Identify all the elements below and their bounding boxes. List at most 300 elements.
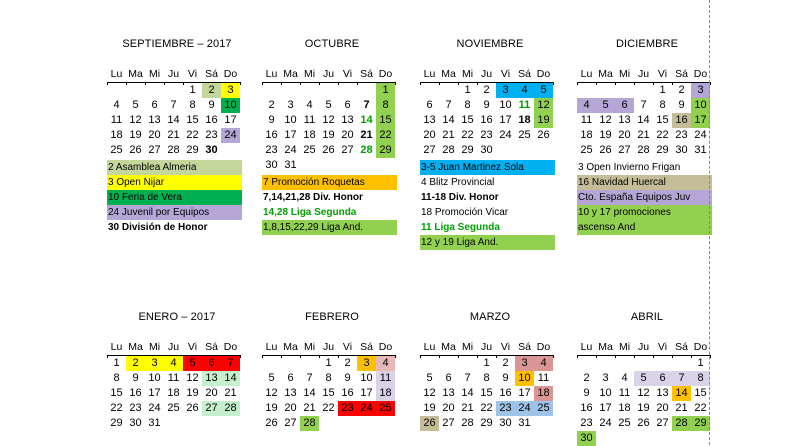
day-cell: 8	[189, 99, 196, 111]
day-cell: 11	[376, 371, 395, 386]
day-cell: 19	[322, 129, 335, 141]
day-cell: 22	[461, 129, 474, 141]
day-cell: 5	[132, 99, 139, 111]
day-cell: 27	[148, 144, 161, 156]
day-cell: 10	[599, 387, 612, 399]
event-item: 2 Asamblea Almeria	[107, 160, 242, 175]
day-cell: 5	[268, 372, 275, 384]
header-tick	[357, 82, 358, 85]
event-item: 12 y 19 Liga And.	[420, 235, 555, 250]
weekday-label: Do	[536, 341, 551, 353]
header-tick	[634, 82, 635, 85]
weekday-label: Vi	[342, 68, 353, 80]
weekday-label: Ma	[441, 341, 456, 353]
header-tick	[458, 355, 459, 358]
day-cell: 16	[499, 387, 512, 399]
day-cell: 27	[423, 144, 436, 156]
day-cell: 24	[499, 129, 512, 141]
day-cell: 20	[442, 402, 455, 414]
day-cell: 20	[341, 129, 354, 141]
day-cell: 19	[423, 402, 436, 414]
day-cell: 5	[596, 98, 615, 113]
event-item: 1,8,15,22,29 Liga And.	[262, 220, 397, 235]
day-cell: 7	[672, 371, 691, 386]
day-cell: 7	[363, 99, 370, 111]
day-cell: 18	[303, 129, 316, 141]
weekday-label: Ma	[128, 341, 143, 353]
day-cell: 16	[580, 402, 593, 414]
day-cell: 7	[464, 372, 471, 384]
day-cell: 11	[518, 99, 531, 111]
header-tick	[553, 82, 554, 85]
day-cell: 24	[599, 417, 612, 429]
day-cell: 28	[672, 416, 691, 431]
day-cell: 11	[303, 114, 316, 126]
day-cell: 16	[205, 114, 218, 126]
day-cell: 7	[445, 99, 452, 111]
day-cell: 31	[284, 159, 297, 171]
day-cell: 19	[637, 402, 650, 414]
day-cell: 25	[518, 129, 531, 141]
day-cell: 10	[360, 372, 373, 384]
day-cell: 5	[183, 356, 202, 371]
event-item: 10 y 17 promociones	[577, 205, 712, 220]
event-item: 3 Open Invierno Frigan	[578, 162, 681, 173]
header-tick	[164, 82, 165, 85]
day-cell: 14	[461, 387, 474, 399]
day-cell: 1	[189, 84, 196, 96]
day-cell: 15	[376, 113, 395, 128]
weekday-label: Ju	[637, 68, 650, 80]
day-cell: 19	[129, 129, 142, 141]
day-cell: 29	[186, 144, 199, 156]
header-tick	[420, 355, 421, 358]
month-title: SEPTIEMBRE – 2017	[122, 38, 232, 50]
day-cell: 31	[148, 417, 161, 429]
weekday-label: Ju	[167, 341, 180, 353]
weekday-label: Lu	[265, 341, 278, 353]
day-cell: 20	[205, 387, 218, 399]
event-item: 18 Promoción Vicar	[421, 207, 509, 218]
day-cell: 6	[445, 372, 452, 384]
day-cell: 21	[637, 129, 650, 141]
event-item: ascenso And	[577, 220, 712, 235]
header-tick	[281, 82, 282, 85]
day-cell: 25	[110, 144, 123, 156]
day-cell: 28	[221, 401, 240, 416]
day-cell: 23	[205, 129, 218, 141]
day-cell: 6	[615, 98, 634, 113]
day-cell: 24	[694, 129, 707, 141]
day-cell: 28	[461, 417, 474, 429]
weekday-label: Ju	[322, 68, 335, 80]
day-cell: 16	[480, 114, 493, 126]
day-cell: 17	[284, 129, 297, 141]
month-title: MARZO	[469, 311, 511, 323]
day-cell: 8	[376, 98, 395, 113]
day-cell: 25	[303, 144, 316, 156]
weekday-label: Ma	[283, 341, 298, 353]
weekday-label: Sá	[205, 341, 218, 353]
month-title: OCTUBRE	[304, 38, 360, 50]
day-cell: 6	[426, 99, 433, 111]
day-cell: 28	[442, 144, 455, 156]
day-cell: 9	[502, 372, 509, 384]
day-cell: 22	[480, 402, 493, 414]
header-tick	[262, 355, 263, 358]
weekday-label: Do	[223, 341, 238, 353]
weekday-label: Lu	[423, 68, 436, 80]
month-title: NOVIEMBRE	[456, 38, 524, 50]
event-legend	[577, 160, 712, 235]
day-cell: 6	[287, 372, 294, 384]
day-cell: 4	[621, 372, 628, 384]
weekday-label: Mi	[618, 341, 631, 353]
event-item: 16 Navidad Huercal	[577, 175, 712, 190]
day-cell: 4	[515, 83, 534, 98]
weekday-label: Ma	[598, 341, 613, 353]
page-margin-line	[709, 0, 710, 445]
weekday-label: Ma	[283, 68, 298, 80]
day-cell: 1	[697, 357, 704, 369]
day-cell: 26	[637, 417, 650, 429]
weekday-label: Mi	[461, 341, 474, 353]
day-cell: 24	[357, 401, 376, 416]
header-tick	[107, 82, 108, 85]
day-cell: 1	[464, 84, 471, 96]
weekday-label: Mi	[303, 341, 316, 353]
header-tick	[439, 355, 440, 358]
day-cell: 3	[357, 356, 376, 371]
month-title: ABRIL	[630, 311, 664, 323]
day-cell: 14	[360, 114, 373, 126]
day-cell: 12	[186, 372, 199, 384]
day-cell: 11	[618, 387, 631, 399]
weekday-label: Vi	[187, 341, 198, 353]
day-cell: 14	[637, 114, 650, 126]
day-cell: 9	[678, 99, 685, 111]
day-cell: 30	[129, 417, 142, 429]
day-cell: 6	[202, 356, 221, 371]
day-cell: 14	[672, 386, 691, 401]
header-tick	[300, 355, 301, 358]
day-cell: 13	[284, 387, 297, 399]
day-cell: 26	[186, 402, 199, 414]
weekday-label: Do	[378, 68, 393, 80]
weekday-label: Sá	[675, 68, 688, 80]
day-cell: 5	[426, 372, 433, 384]
day-cell: 8	[691, 371, 710, 386]
weekday-label: Ju	[480, 68, 493, 80]
weekday-label: Vi	[187, 68, 198, 80]
day-cell: 3	[691, 83, 710, 98]
day-cell: 31	[694, 144, 707, 156]
event-item: 3 Open Nijar	[107, 175, 242, 190]
day-cell: 16	[672, 113, 691, 128]
day-cell: 11	[537, 372, 550, 384]
header-tick	[395, 355, 396, 358]
event-item: 7,14,21,28 Div. Honor	[263, 192, 363, 203]
day-cell: 9	[344, 372, 351, 384]
day-cell: 13	[656, 387, 669, 399]
day-cell: 11	[580, 114, 593, 126]
day-cell: 13	[202, 371, 221, 386]
weekday-label: Sá	[518, 68, 531, 80]
day-cell: 26	[537, 129, 550, 141]
day-cell: 8	[325, 372, 332, 384]
weekday-label: Mi	[461, 68, 474, 80]
day-cell: 20	[284, 402, 297, 414]
day-cell: 4	[376, 356, 395, 371]
day-cell: 2	[126, 356, 145, 371]
day-cell: 21	[675, 402, 688, 414]
event-item: Cto. España Equipos Juv	[577, 190, 712, 205]
day-cell: 3	[496, 83, 515, 98]
day-cell: 28	[300, 416, 319, 431]
day-cell: 1	[659, 84, 666, 96]
header-tick	[596, 82, 597, 85]
weekday-label: Vi	[500, 68, 511, 80]
day-cell: 15	[186, 114, 199, 126]
day-cell: 26	[265, 417, 278, 429]
weekday-label: Ma	[598, 68, 613, 80]
day-cell: 9	[268, 114, 275, 126]
weekday-label: Ju	[637, 341, 650, 353]
day-cell: 20	[423, 129, 436, 141]
day-cell: 6	[344, 99, 351, 111]
weekday-label: Do	[378, 341, 393, 353]
day-cell: 22	[656, 129, 669, 141]
day-cell: 5	[534, 83, 553, 98]
day-cell: 2	[502, 357, 509, 369]
day-cell: 21	[442, 129, 455, 141]
day-cell: 2	[202, 83, 221, 98]
day-cell: 21	[360, 129, 373, 141]
day-cell: 4	[306, 99, 313, 111]
day-cell: 25	[618, 417, 631, 429]
day-cell: 27	[202, 401, 221, 416]
header-tick	[615, 82, 616, 85]
day-cell: 27	[341, 144, 354, 156]
header-tick	[240, 82, 241, 85]
day-cell: 20	[148, 129, 161, 141]
day-cell: 29	[656, 144, 669, 156]
day-cell: 29	[110, 417, 123, 429]
day-cell: 24	[221, 128, 240, 143]
weekday-label: Vi	[342, 341, 353, 353]
weekday-label: Ju	[480, 341, 493, 353]
day-cell: 4	[164, 356, 183, 371]
day-cell: 15	[694, 387, 707, 399]
day-cell: 13	[341, 114, 354, 126]
header-tick	[395, 82, 396, 85]
weekday-label: Mi	[618, 68, 631, 80]
day-cell: 29	[461, 144, 474, 156]
weekday-label: Do	[693, 68, 708, 80]
day-cell: 17	[691, 113, 710, 128]
day-cell: 26	[599, 144, 612, 156]
day-cell: 21	[224, 387, 237, 399]
day-cell: 23	[265, 144, 278, 156]
weekday-label: Ma	[441, 68, 456, 80]
day-cell: 19	[534, 113, 553, 128]
day-cell: 29	[376, 143, 395, 158]
day-cell: 22	[110, 402, 123, 414]
day-cell: 17	[499, 114, 512, 126]
weekday-label: Lu	[580, 68, 593, 80]
weekday-label: Lu	[265, 68, 278, 80]
event-item: 10 Feria de Vera	[107, 190, 242, 205]
day-cell: 14	[167, 114, 180, 126]
day-cell: 7	[306, 372, 313, 384]
weekday-label: Sá	[360, 341, 373, 353]
day-cell: 12	[534, 98, 553, 113]
day-cell: 12	[322, 114, 335, 126]
day-cell: 26	[129, 144, 142, 156]
header-tick	[710, 82, 711, 85]
day-cell: 8	[659, 99, 666, 111]
day-cell: 15	[110, 387, 123, 399]
day-cell: 25	[376, 401, 395, 416]
day-cell: 30	[499, 417, 512, 429]
day-cell: 12	[423, 387, 436, 399]
weekday-label: Sá	[205, 68, 218, 80]
day-cell: 23	[129, 402, 142, 414]
header-tick	[553, 355, 554, 358]
weekday-label: Mi	[303, 68, 316, 80]
day-cell: 3	[221, 83, 240, 98]
header-tick	[577, 355, 578, 358]
day-cell: 27	[618, 144, 631, 156]
day-cell: 3	[515, 356, 534, 371]
event-item: 7 Promoción Roquetas	[262, 175, 397, 190]
day-cell: 24	[515, 401, 534, 416]
weekday-label: Lu	[110, 68, 123, 80]
day-cell: 23	[675, 129, 688, 141]
header-tick	[240, 355, 241, 358]
day-cell: 10	[691, 98, 710, 113]
day-cell: 28	[360, 144, 373, 156]
day-cell: 10	[515, 371, 534, 386]
day-cell: 14	[221, 371, 240, 386]
header-tick	[672, 355, 673, 358]
day-cell: 10	[148, 372, 161, 384]
day-cell: 26	[322, 144, 335, 156]
day-cell: 12	[129, 114, 142, 126]
weekday-label: Vi	[657, 68, 668, 80]
weekday-label: Lu	[423, 341, 436, 353]
event-legend	[420, 160, 555, 250]
header-tick	[596, 355, 597, 358]
day-cell: 21	[303, 402, 316, 414]
event-item: 14,28 Liga Segunda	[263, 207, 357, 218]
event-item: 3-5 Juan Martinez Sola	[420, 160, 555, 175]
day-cell: 2	[583, 372, 590, 384]
day-cell: 18	[534, 386, 553, 401]
day-cell: 8	[464, 99, 471, 111]
weekday-label: Do	[223, 68, 238, 80]
day-cell: 2	[268, 99, 275, 111]
day-cell: 10	[499, 99, 512, 111]
day-cell: 13	[442, 387, 455, 399]
header-tick	[634, 355, 635, 358]
day-cell: 23	[480, 129, 493, 141]
day-cell: 9	[583, 387, 590, 399]
day-cell: 23	[338, 401, 357, 416]
day-cell: 21	[167, 129, 180, 141]
header-tick	[338, 82, 339, 85]
day-cell: 30	[265, 159, 278, 171]
day-cell: 10	[221, 98, 240, 113]
day-cell: 15	[461, 114, 474, 126]
weekday-label: Lu	[580, 341, 593, 353]
day-cell: 12	[637, 387, 650, 399]
day-cell: 27	[442, 417, 455, 429]
day-cell: 1	[113, 357, 120, 369]
header-tick	[615, 355, 616, 358]
day-cell: 3	[602, 372, 609, 384]
day-cell: 1	[325, 357, 332, 369]
day-cell: 30	[675, 144, 688, 156]
day-cell: 19	[599, 129, 612, 141]
day-cell: 31	[518, 417, 531, 429]
day-cell: 25	[167, 402, 180, 414]
weekday-label: Ma	[128, 68, 143, 80]
event-item	[262, 160, 397, 175]
day-cell: 24	[148, 402, 161, 414]
day-cell: 4	[534, 356, 553, 371]
day-cell: 17	[518, 387, 531, 399]
day-cell: 25	[534, 401, 553, 416]
day-cell: 20	[618, 129, 631, 141]
day-cell: 13	[423, 114, 436, 126]
day-cell: 24	[284, 144, 297, 156]
header-tick	[577, 82, 578, 85]
day-cell: 10	[284, 114, 297, 126]
weekday-label: Lu	[110, 341, 123, 353]
day-cell: 28	[637, 144, 650, 156]
header-tick	[420, 82, 421, 85]
day-cell: 3	[145, 356, 164, 371]
month-title: DICIEMBRE	[615, 38, 679, 50]
day-cell: 15	[656, 114, 669, 126]
day-cell: 30	[205, 144, 218, 156]
event-item: 30 División de Honor	[108, 222, 208, 233]
day-cell: 17	[360, 387, 373, 399]
day-cell: 18	[618, 402, 631, 414]
weekday-label: Mi	[148, 68, 161, 80]
day-cell: 18	[376, 386, 395, 401]
day-cell: 9	[483, 99, 490, 111]
day-cell: 18	[580, 129, 593, 141]
day-cell: 7	[640, 99, 647, 111]
header-tick	[262, 82, 263, 85]
weekday-label: Sá	[675, 341, 688, 353]
day-cell: 11	[167, 372, 180, 384]
weekday-label: Sá	[360, 68, 373, 80]
day-cell: 15	[480, 387, 493, 399]
day-cell: 1	[376, 83, 395, 98]
day-cell: 14	[303, 387, 316, 399]
day-cell: 9	[132, 372, 139, 384]
day-cell: 1	[483, 357, 490, 369]
event-legend	[262, 160, 397, 235]
day-cell: 17	[148, 387, 161, 399]
day-cell: 11	[110, 114, 123, 126]
day-cell: 6	[151, 99, 158, 111]
day-cell: 23	[580, 417, 593, 429]
day-cell: 15	[322, 387, 335, 399]
